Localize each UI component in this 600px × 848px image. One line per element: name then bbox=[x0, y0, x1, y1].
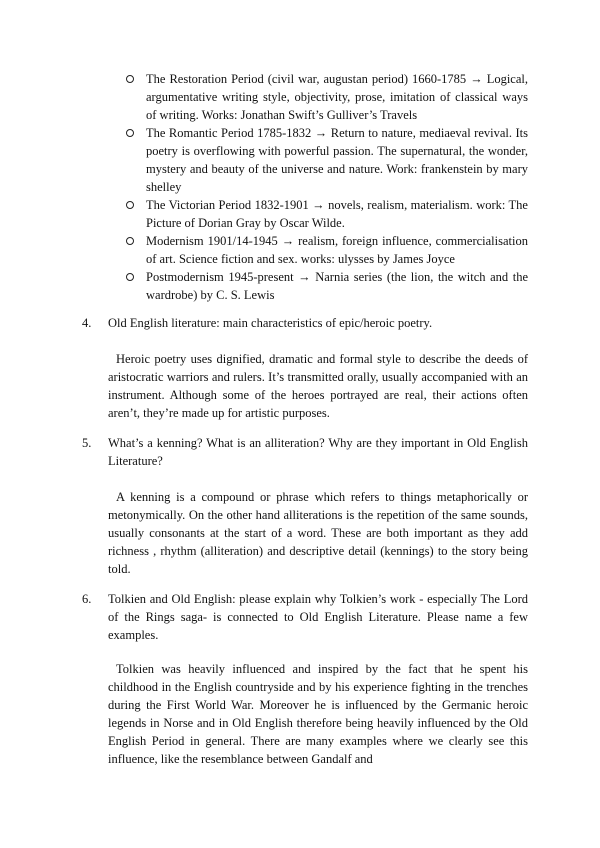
list-item bbox=[110, 70, 528, 124]
answer-6 bbox=[108, 660, 528, 768]
question-5 bbox=[82, 434, 528, 470]
question-number: 6. bbox=[82, 592, 92, 606]
period-text: Modernism 1901/14-1945 → realism, foreign influence, commercialisation of art. Science fiction and sex. works: ulysses by James Joyce bbox=[146, 234, 528, 266]
circle-bullet-icon bbox=[126, 273, 134, 281]
literary-periods-list bbox=[110, 70, 528, 304]
question-number: 4. bbox=[82, 316, 92, 330]
answer-text: A kenning is a compound or phrase which refers to things metaphorically or metonymically. On the other hand alliterations is the repetition of the same sounds, usually consonants at the start of a word. These are both important as they add richness , rhythm (alliteration) and descriptive detail (kennings) to the story being told. bbox=[108, 490, 528, 576]
list-item bbox=[110, 268, 528, 304]
list-item bbox=[110, 124, 528, 196]
period-text: The Restoration Period (civil war, augustan period) 1660-1785 → Logical, argumentative writing style, objectivity, prose, imitation of classical ways of writing. Works: Jonathan Swift’s Gulliver’s Travels bbox=[146, 72, 528, 122]
circle-bullet-icon bbox=[126, 75, 134, 83]
period-text: The Victorian Period 1832-1901 → novels, realism, materialism. work: The Picture of Dorian Gray by Oscar Wilde. bbox=[146, 198, 528, 230]
circle-bullet-icon bbox=[126, 237, 134, 245]
question-number: 5. bbox=[82, 436, 92, 450]
question-text: What’s a kenning? What is an alliteration? Why are they important in Old English Literature? bbox=[108, 436, 528, 468]
period-text: The Romantic Period 1785-1832 → Return to nature, mediaeval revival. Its poetry is overflowing with powerful passion. The supernatural, the wonder, mystery and beauty of the universe and nature. Work: frankenstein by mary shelley bbox=[146, 126, 528, 194]
answer-4 bbox=[108, 350, 528, 422]
answer-text: Tolkien was heavily influenced and inspired by the fact that he spent his childhood in the English countryside and by his experience fighting in the trenches during the First World War. Moreover he is influenced by the Germanic heroic legends in Norse and in Old English therefore being heavily influenced by the Old English Period in general. There are many examples where we clearly see this influence, like the resemblance between Gandalf and bbox=[108, 662, 528, 766]
list-item bbox=[110, 232, 528, 268]
circle-bullet-icon bbox=[126, 129, 134, 137]
question-4 bbox=[82, 314, 528, 332]
answer-5 bbox=[108, 488, 528, 578]
list-item bbox=[110, 196, 528, 232]
question-text: Tolkien and Old English: please explain why Tolkien’s work - especially The Lord of the Rings saga- is connected to Old English Literature. Please name a few examples. bbox=[108, 592, 528, 642]
question-6 bbox=[82, 590, 528, 644]
circle-bullet-icon bbox=[126, 201, 134, 209]
period-text: Postmodernism 1945-present → Narnia series (the lion, the witch and the wardrobe) by C. S. Lewis bbox=[146, 270, 528, 302]
question-text: Old English literature: main characteristics of epic/heroic poetry. bbox=[108, 316, 433, 330]
answer-text: Heroic poetry uses dignified, dramatic and formal style to describe the deeds of aristocratic warriors and rulers. It’s transmitted orally, usually accompanied with an instrument. Although some of the heroes portrayed are real, their actions often aren’t, they’re made up for artistic purposes. bbox=[108, 352, 528, 420]
